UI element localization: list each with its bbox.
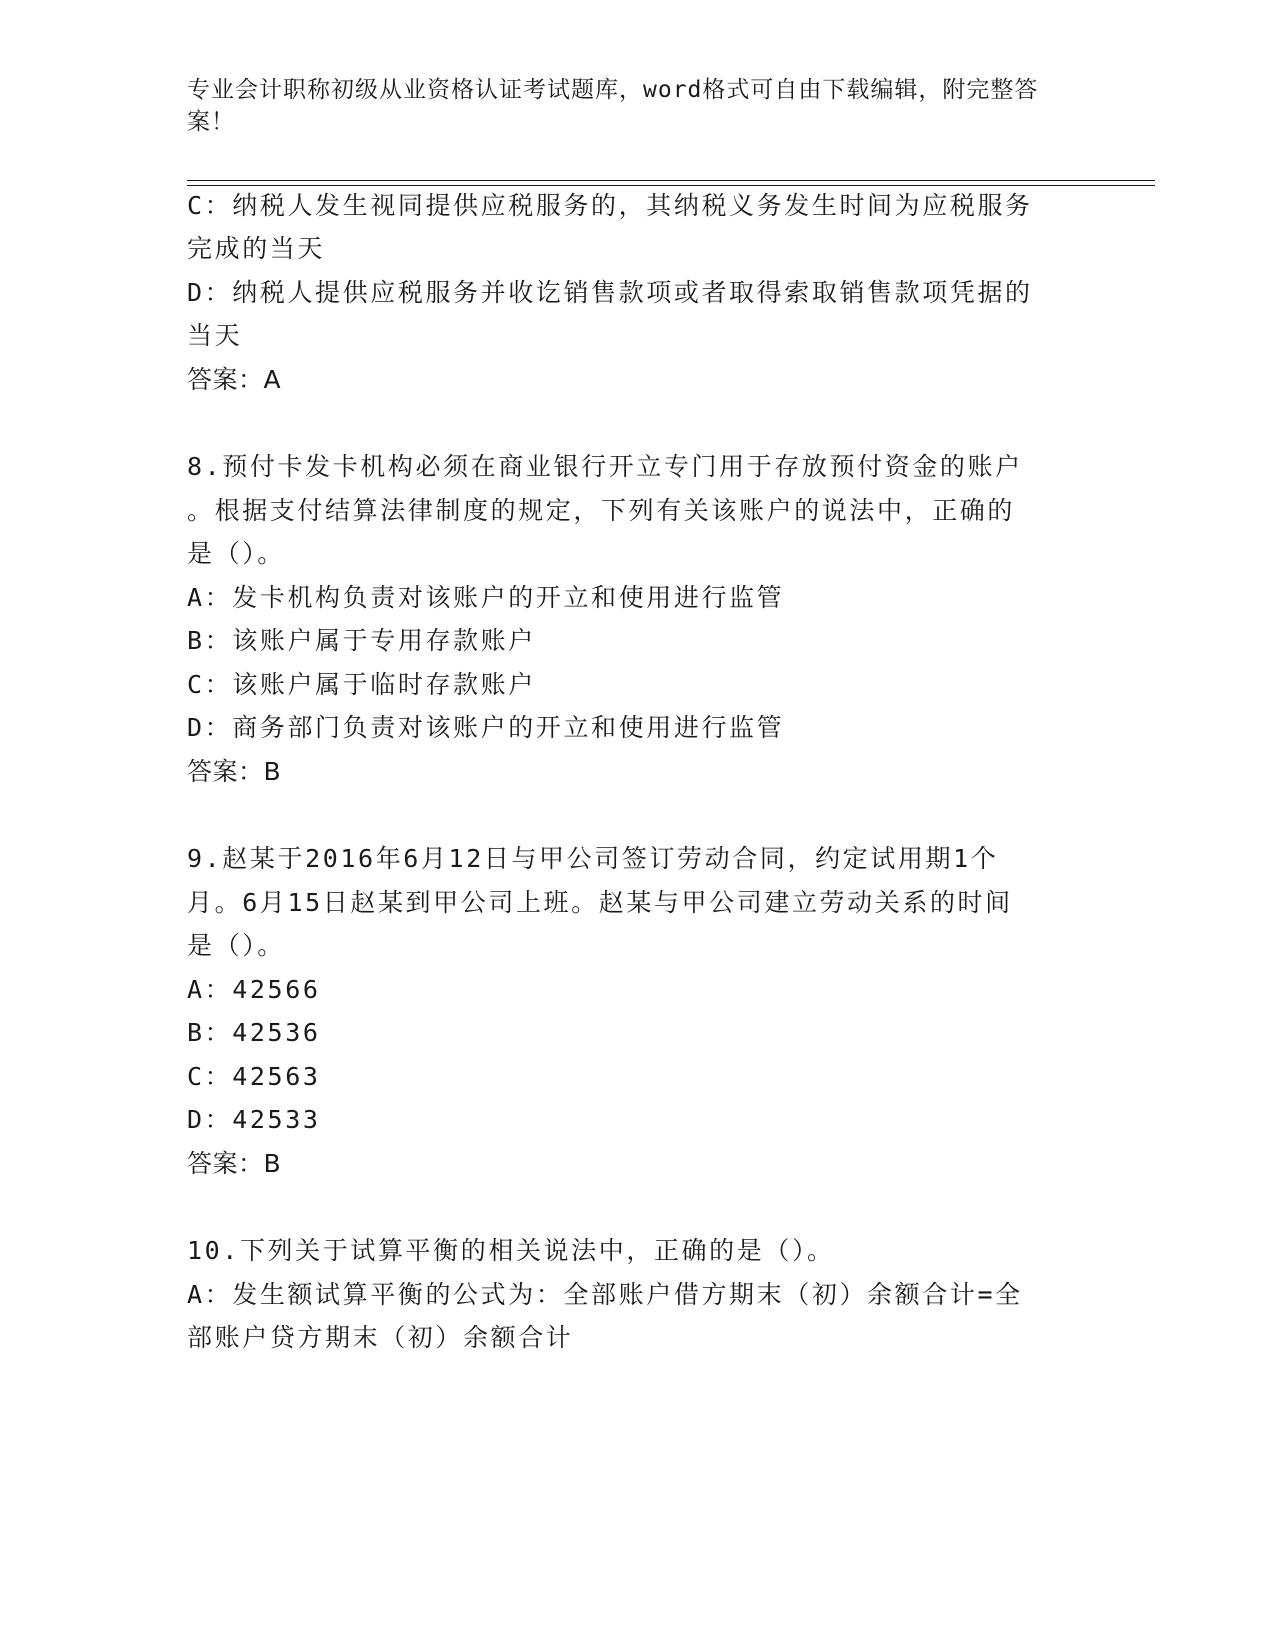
question-8-stem-line-2: 。根据支付结算法律制度的规定，下列有关该账户的说法中，正确的 — [187, 496, 1016, 525]
question-7-option-c-line-2: 完成的当天 — [187, 234, 326, 263]
question-7-answer: 答案：A — [187, 365, 282, 394]
question-9-answer: 答案：B — [187, 1149, 282, 1178]
question-10-stem: 10.下列关于试算平衡的相关说法中，正确的是（）。 — [187, 1236, 835, 1265]
question-8-stem-line-3: 是（）。 — [187, 539, 285, 568]
question-8-option-d: D：商务部门负责对该账户的开立和使用进行监管 — [187, 713, 785, 742]
header-divider-bottom — [187, 185, 1155, 186]
question-9-option-a: A：42566 — [187, 975, 321, 1004]
question-7-option-d-line-1: D：纳税人提供应税服务并收讫销售款项或者取得索取销售款项凭据的 — [187, 278, 1033, 307]
question-8-option-c: C：该账户属于临时存款账户 — [187, 670, 536, 699]
question-9-stem-line-3: 是（）。 — [187, 931, 285, 960]
question-7-option-c-line-1: C：纳税人发生视同提供应税服务的，其纳税义务发生时间为应税服务 — [187, 191, 1033, 220]
question-8-option-a: A：发卡机构负责对该账户的开立和使用进行监管 — [187, 583, 785, 612]
question-9-option-b: B：42536 — [187, 1018, 321, 1047]
question-10-option-a-line-2: 部账户贷方期末（初）余额合计 — [187, 1323, 574, 1352]
question-10-option-a-line-1: A：发生额试算平衡的公式为：全部账户借方期末（初）余额合计=全 — [187, 1280, 1023, 1309]
question-8-answer: 答案：B — [187, 757, 282, 786]
question-9-option-d: D：42533 — [187, 1105, 321, 1134]
question-9-stem-line-2: 月。6月15日赵某到甲公司上班。赵某与甲公司建立劳动关系的时间 — [187, 888, 1013, 917]
question-7-option-d-line-2: 当天 — [187, 321, 243, 350]
question-9-stem-line-1: 9.赵某于2016年6月12日与甲公司签订劳动合同，约定试用期1个 — [187, 844, 999, 873]
document-header: 专业会计职称初级从业资格认证考试题库，word格式可自由下载编辑，附完整答案！ — [187, 77, 1039, 135]
question-9-option-c: C：42563 — [187, 1062, 321, 1091]
header-divider-top — [187, 180, 1155, 181]
question-8-option-b: B：该账户属于专用存款账户 — [187, 626, 536, 655]
question-8-stem-line-1: 8.预付卡发卡机构必须在商业银行开立专门用于存放预付资金的账户 — [187, 452, 1023, 481]
